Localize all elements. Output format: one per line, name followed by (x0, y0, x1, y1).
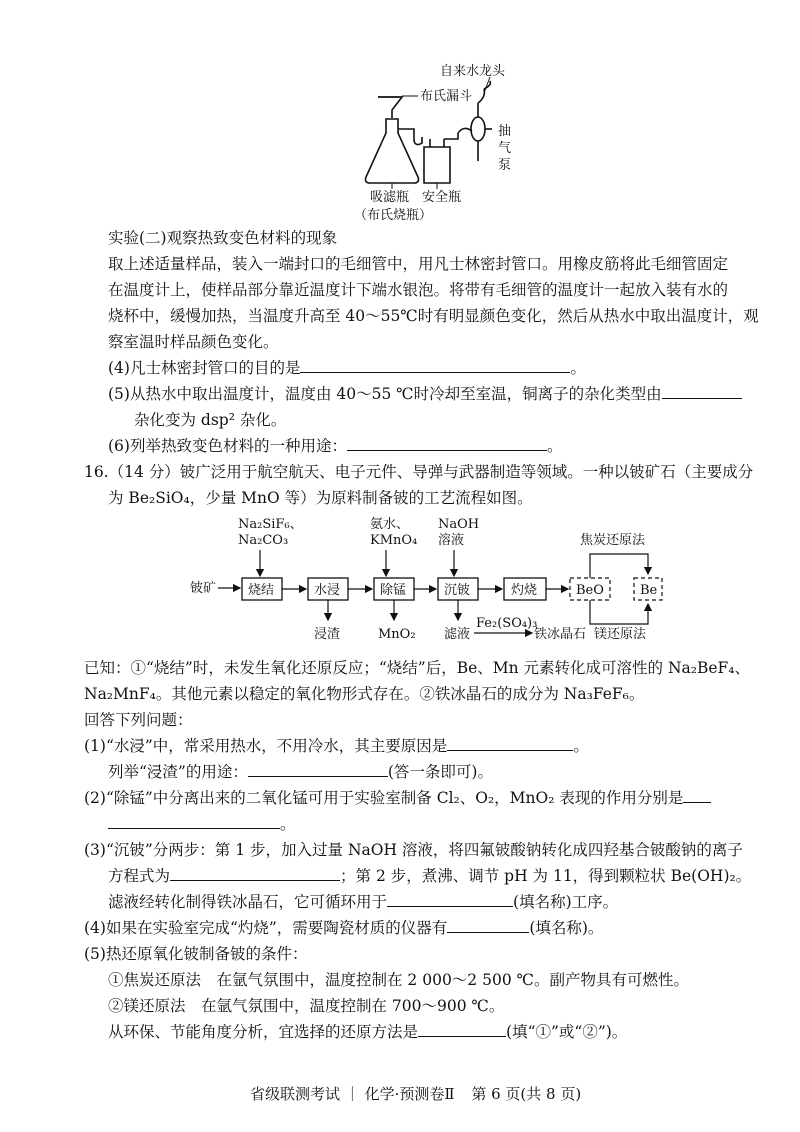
answer-blank-q5[interactable] (662, 384, 742, 399)
sub-question-5-question (108, 1022, 627, 1042)
safety-bottle-icon (424, 133, 458, 183)
output-residue: 浸渣 (314, 627, 341, 642)
sub-question-2-end: 。 (280, 815, 296, 833)
raw-ore-label: 铍矿 (190, 581, 217, 596)
flask-alias-label: （布氏烧瓶） (354, 208, 433, 223)
answer-blank-s3a[interactable] (170, 866, 340, 881)
sub-question-5-qb: (填“①”或“②”)。 (506, 1023, 628, 1041)
footer-subject: 化学·预测卷Ⅱ (364, 1085, 455, 1103)
reagent-sinter-1: Na₂SiF₆、 (238, 517, 303, 532)
sub-question-1-text: (1)“水浸”中，常采用热水，不用冷水，其主要原因是 (84, 737, 448, 755)
sub-question-1-l2a: 列举“浸渣”的用途： (108, 763, 248, 781)
answer-blank-s4[interactable] (447, 918, 529, 933)
question-6 (108, 436, 562, 456)
answer-blank-s1b[interactable] (248, 762, 388, 777)
sub-question-2-line-2 (108, 814, 296, 834)
answer-blank-s2b[interactable] (108, 814, 280, 829)
box-calcine-label: 灼烧 (511, 583, 538, 598)
exp2-line-1: 取上述适量样品，装入一端封口的毛细管中，用凡士林密封管口。用橡皮筋将此毛细管固定 (108, 255, 729, 273)
sub-question-2 (84, 788, 711, 808)
reagent-fe: Fe₂(SO₄)₃ (476, 616, 538, 631)
known-line-2: Na₂MnF₄。其他元素以稳定的氧化物形式存在。②铁冰晶石的成分为 Na₃FeF₆。 (84, 685, 645, 703)
question-5-cont: 杂化变为 dsp² 杂化。 (134, 411, 287, 429)
sub-question-2-text: (2)“除锰”中分离出来的二氧化锰可用于实验室制备 Cl₂、O₂，MnO₂ 表现的作用分别是 (84, 789, 684, 807)
buchner-funnel-icon (378, 97, 402, 118)
sub-question-3-l2b: ；第 2 步，煮沸、调节 pH 为 11，得到颗粒状 Be(OH)₂。 (340, 867, 752, 885)
question-4-end: 。 (570, 359, 586, 377)
sub-question-1-l2b: (答一条即可)。 (387, 763, 493, 781)
footer-exam: 省级联测考试 (250, 1085, 341, 1103)
filter-flask-icon (366, 119, 419, 183)
exp2-line-2: 在温度计上，使样品部分靠近温度计下端水银泡。将带有毛细管的温度计一起放入装有水的 (108, 281, 729, 299)
sub-question-3-l3a: 滤液经转化制得铁冰晶石，它可循环用于 (108, 893, 388, 911)
box-water-leach-label: 水浸 (314, 583, 341, 598)
filter-flask-label: 吸滤瓶 (370, 190, 410, 205)
exp2-title: 实验(二)观察热致变色材料的现象 (108, 229, 338, 247)
exp2-line-3: 烧杯中，缓慢加热，当温度升高至 40～55℃时有明显颜色变化，然后从热水中取出温度计，观 (108, 307, 759, 325)
sub-question-4-a: (4)如果在实验室完成“灼烧”，需要陶瓷材质的仪器有 (84, 919, 448, 937)
question-6-end: 。 (546, 437, 563, 455)
sub-question-3-l2a: 方程式为 (108, 867, 171, 885)
question-4-text: (4)凡士林密封管口的目的是 (108, 359, 301, 377)
aspirator-pump-icon (471, 81, 492, 161)
sub-question-4-b: (填名称)。 (529, 919, 604, 937)
q16-intro-2: 为 Be₂SiO₄，少量 MnO 等）为原料制备铍的工艺流程如图。 (108, 489, 533, 507)
output-filtrate: 滤液 (444, 627, 471, 642)
question-4 (108, 358, 586, 378)
answer-blank-s3b[interactable] (387, 892, 513, 907)
question-5-text: (5)从热水中取出温度计，温度由 40～55 ℃时冷却至室温，铜离子的杂化类型由 (108, 385, 662, 403)
sub-question-3-line-1: (3)“沉铍”分两步：第 1 步，加入过量 NaOH 溶液，将四氟铍酸钠转化成四羟基合铍酸钠的离子 (84, 841, 743, 859)
box-beo-label: BeO (576, 583, 604, 598)
sub-question-5-qa: 从环保、节能角度分析，宜选择的还原方法是 (108, 1023, 419, 1041)
q16-intro-1: 16.（14 分）铍广泛用于航空航天、电子元件、导弹与武器制造等领域。一种以铍矿石（主要成分 (84, 463, 754, 481)
process-flowchart (180, 512, 680, 652)
faucet-label: 自来水龙头 (440, 64, 506, 79)
box-be-precip-label: 沉铍 (444, 583, 471, 598)
question-5 (108, 384, 742, 404)
question-6-text: (6)列举热致变色材料的一种用途： (108, 437, 347, 455)
suction-filtration-apparatus (340, 55, 540, 225)
sub-question-5-option-1: ①焦炭还原法 在氩气氛围中，温度控制在 2 000～2 500 ℃。副产物具有可燃性。 (108, 971, 689, 989)
funnel-label: 布氏漏斗 (420, 89, 473, 104)
box-be-label: Be (640, 583, 658, 598)
sub-question-3-line-3 (108, 892, 618, 912)
box-sinter-label: 烧结 (248, 583, 275, 598)
answer-blank-q4[interactable] (300, 358, 570, 373)
footer-page: 第 6 页(共 8 页) (471, 1085, 582, 1103)
pump-label-1: 抽 (498, 124, 512, 139)
sub-question-3-line-2 (108, 866, 751, 886)
footer-divider-1: ｜ (344, 1085, 360, 1103)
answer-blank-q6[interactable] (347, 436, 547, 451)
reagent-be-1: NaOH (438, 517, 480, 532)
mg-method-label: 镁还原法 (594, 627, 647, 642)
output-mno2: MnO₂ (378, 627, 416, 642)
output-cryolite: 铁冰晶石 (534, 627, 587, 642)
answer-label: 回答下列问题： (84, 711, 193, 729)
pump-label-2: 气 (498, 141, 512, 156)
coke-method-label: 焦炭还原法 (580, 533, 646, 548)
sub-question-1-line-2 (108, 762, 493, 782)
answer-blank-s5[interactable] (418, 1022, 506, 1037)
exp2-line-4: 察室温时样品颜色变化。 (108, 333, 279, 351)
sub-question-5-title: (5)热还原氧化铍制备铍的条件： (84, 945, 308, 963)
reagent-sinter-2: Na₂CO₃ (238, 533, 289, 548)
reagent-mn-2: KMnO₄ (370, 533, 418, 548)
sub-question-5-option-2: ②镁还原法 在氩气氛围中，温度控制在 700～900 ℃。 (108, 997, 505, 1015)
sub-question-4 (84, 918, 603, 938)
reagent-be-2: 溶液 (438, 533, 465, 548)
page-footer (250, 1084, 581, 1104)
reagent-mn-1: 氨水、 (370, 517, 410, 532)
sub-question-1 (84, 736, 589, 756)
safety-bottle-label: 安全瓶 (422, 190, 462, 205)
sub-question-3-l3b: (填名称)工序。 (513, 893, 619, 911)
pump-label-3: 泵 (498, 158, 512, 173)
box-mn-removal-label: 除锰 (380, 583, 407, 598)
sub-question-1-end: 。 (573, 737, 589, 755)
known-line-1: 已知：①“烧结”时，未发生氧化还原反应；“烧结”后，Be、Mn 元素转化成可溶性的 Na₂BeF₄、 (84, 659, 751, 677)
answer-blank-s2a[interactable] (683, 788, 711, 803)
answer-blank-s1a[interactable] (447, 736, 573, 751)
